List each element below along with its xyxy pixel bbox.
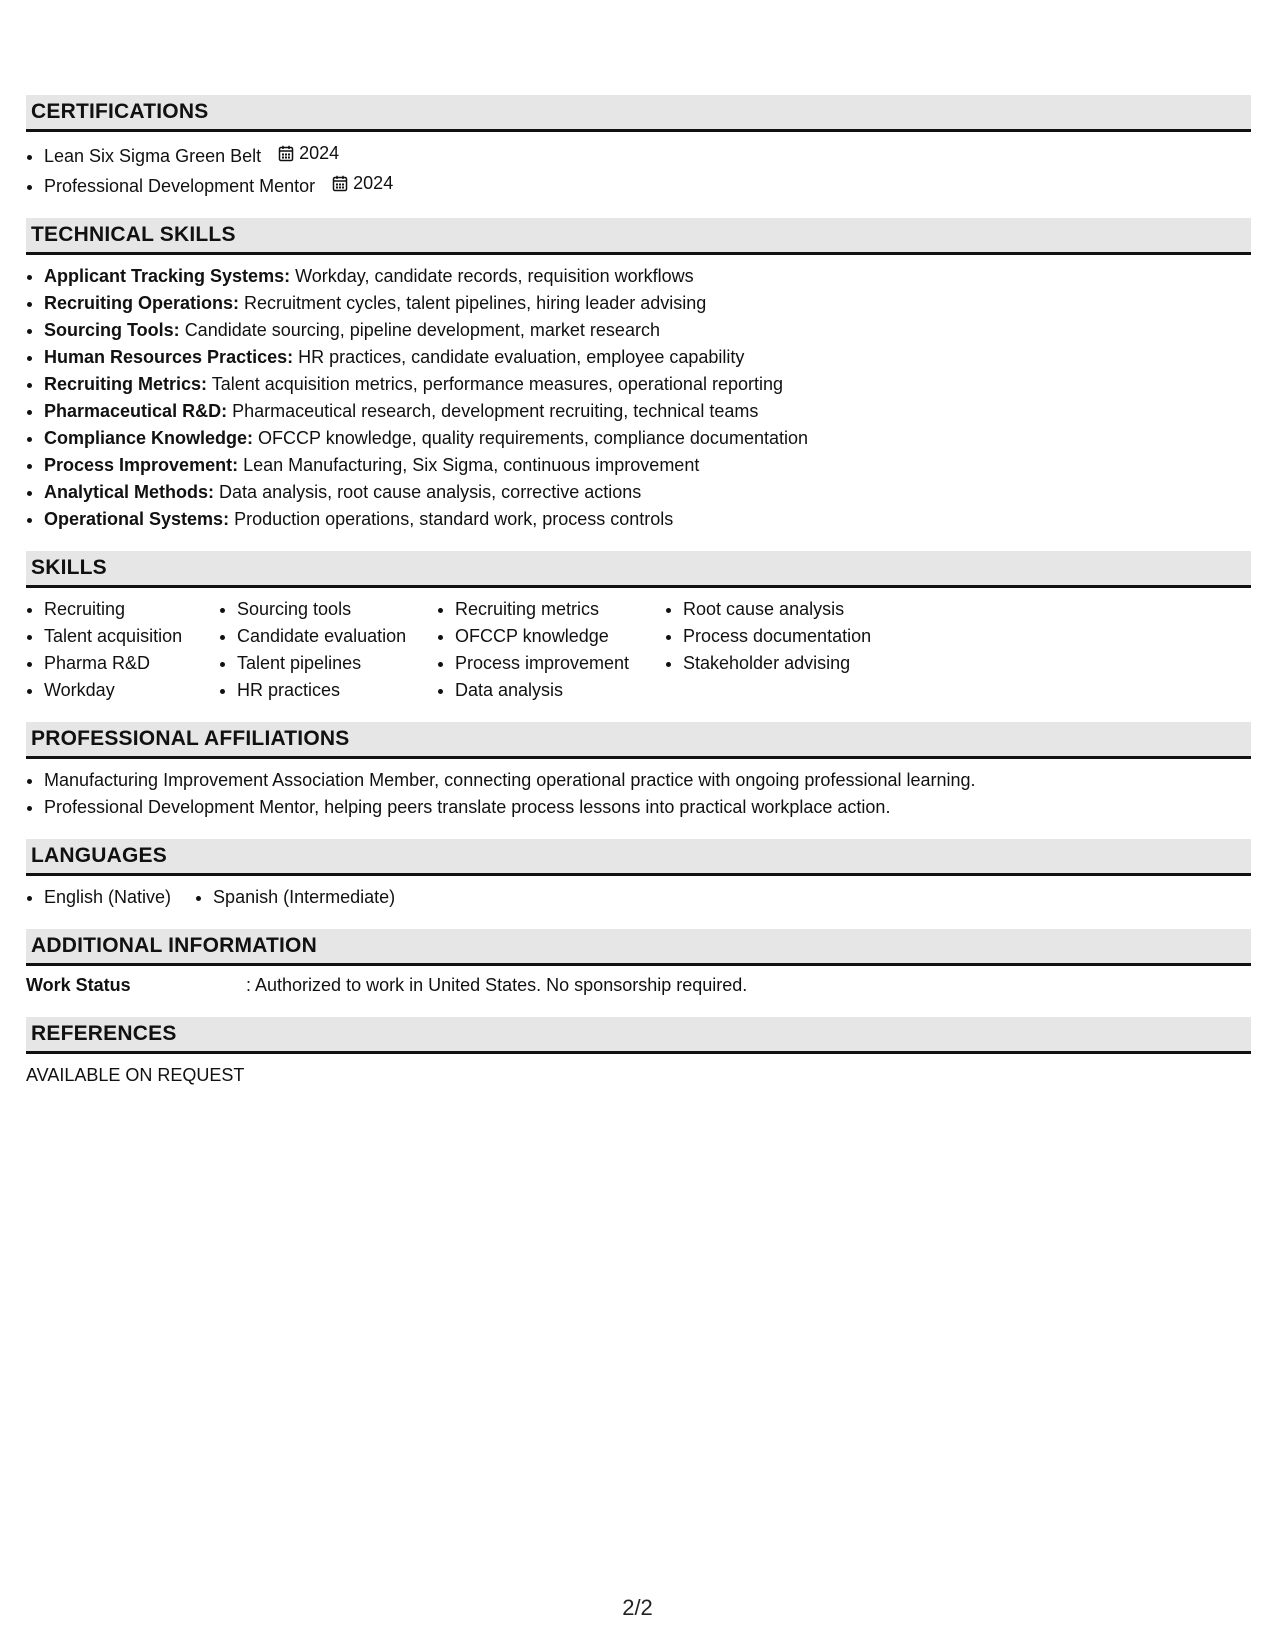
skill-category: Sourcing Tools: — [44, 320, 180, 340]
skill-details: Production operations, standard work, process controls — [234, 509, 674, 529]
skill-category: Applicant Tracking Systems: — [44, 266, 291, 286]
skill-category: Compliance Knowledge: — [44, 428, 254, 448]
calendar-icon — [332, 175, 348, 192]
section-title: ADDITIONAL INFORMATION — [31, 934, 317, 957]
list-item — [44, 506, 1251, 533]
technical-skills-section — [26, 218, 1251, 533]
section-header — [26, 839, 1251, 876]
list-item: • OFCCP knowledge — [455, 623, 665, 650]
list-item — [44, 398, 1251, 425]
section-title: LANGUAGES — [31, 844, 167, 867]
skills-column — [437, 596, 665, 704]
skills-column — [26, 596, 219, 704]
calendar-icon — [278, 145, 294, 162]
list-item: • Recruiting metrics — [455, 596, 665, 623]
list-item: • Professional Development Mentor, helping peers translate process lessons into practical workplace action. — [44, 794, 1251, 821]
certification-name: Professional Development Mentor — [44, 176, 316, 196]
skill-details: Candidate sourcing, pipeline development, market research — [184, 320, 660, 340]
references-text: AVAILABLE ON REQUEST — [26, 1065, 245, 1085]
certification-date — [332, 170, 393, 197]
skill-category: Recruiting Metrics: — [44, 374, 208, 394]
certification-name: Lean Six Sigma Green Belt — [44, 146, 262, 166]
resume-page — [26, 95, 1251, 1107]
list-item: • Manufacturing Improvement Association Member, connecting operational practice with ongoing professional learning. — [44, 767, 1251, 794]
skill-category: Analytical Methods: — [44, 482, 215, 502]
list-item: • Candidate evaluation — [237, 623, 437, 650]
list-item: • Root cause analysis — [683, 596, 943, 623]
skills-column — [665, 596, 943, 704]
page-number: 2/2 — [622, 1595, 653, 1620]
list-item: • Talent pipelines — [237, 650, 437, 677]
skill-category: Process Improvement: — [44, 455, 239, 475]
section-header — [26, 1017, 1251, 1054]
skill-details: Talent acquisition metrics, performance measures, operational reporting — [211, 374, 783, 394]
section-title: CERTIFICATIONS — [31, 100, 209, 123]
section-header — [26, 929, 1251, 966]
skill-category: Pharmaceutical R&D: — [44, 401, 228, 421]
list-item: • Data analysis — [455, 677, 665, 704]
section-header — [26, 551, 1251, 588]
section-title: PROFESSIONAL AFFILIATIONS — [31, 727, 350, 750]
skill-details: Workday, candidate records, requisition workflows — [295, 266, 694, 286]
list-item: • Sourcing tools — [237, 596, 437, 623]
skill-details: HR practices, candidate evaluation, employee capability — [298, 347, 745, 367]
list-item — [44, 170, 1251, 200]
list-item — [44, 317, 1251, 344]
affiliations-section — [26, 722, 1251, 821]
additional-info-section — [26, 929, 1251, 999]
skill-details: Lean Manufacturing, Six Sigma, continuous improvement — [243, 455, 700, 475]
list-item: • Spanish (Intermediate) — [213, 884, 395, 911]
technical-skills-list — [26, 263, 1251, 533]
list-item — [44, 263, 1251, 290]
certifications-list — [26, 140, 1251, 200]
list-item — [44, 371, 1251, 398]
list-item — [44, 425, 1251, 452]
list-item — [44, 140, 1251, 170]
section-header — [26, 95, 1251, 132]
work-status-row — [26, 972, 1251, 999]
list-item — [44, 452, 1251, 479]
skill-details: Pharmaceutical research, development recruiting, technical teams — [232, 401, 759, 421]
list-item: • English (Native) — [44, 884, 171, 911]
skill-details: OFCCP knowledge, quality requirements, compliance documentation — [258, 428, 808, 448]
skills-section — [26, 551, 1251, 704]
affiliations-list — [26, 767, 1251, 821]
skill-category: Recruiting Operations: — [44, 293, 240, 313]
work-status-label: Work Status — [26, 975, 131, 995]
skill-category: Human Resources Practices: — [44, 347, 294, 367]
section-header — [26, 722, 1251, 759]
section-title: SKILLS — [31, 556, 107, 579]
list-item: • Stakeholder advising — [683, 650, 943, 677]
skill-category: Operational Systems: — [44, 509, 230, 529]
list-item: • Recruiting — [44, 596, 219, 623]
list-item: • Talent acquisition — [44, 623, 219, 650]
certification-year: 2024 — [353, 173, 394, 193]
skill-details: Data analysis, root cause analysis, corrective actions — [219, 482, 642, 502]
list-item — [44, 290, 1251, 317]
section-title: TECHNICAL SKILLS — [31, 223, 236, 246]
section-title: REFERENCES — [31, 1022, 177, 1045]
references-section — [26, 1017, 1251, 1089]
list-item — [44, 479, 1251, 506]
certification-year: 2024 — [299, 143, 340, 163]
work-status-value: : Authorized to work in United States. No sponsorship required. — [246, 975, 748, 995]
skill-details: Recruitment cycles, talent pipelines, hiring leader advising — [244, 293, 707, 313]
list-item: • Process documentation — [683, 623, 943, 650]
list-item: • HR practices — [237, 677, 437, 704]
list-item — [44, 344, 1251, 371]
languages-section — [26, 839, 1251, 911]
section-header — [26, 218, 1251, 255]
languages-list — [26, 884, 1251, 911]
skills-column — [219, 596, 437, 704]
list-item: • Workday — [44, 677, 219, 704]
list-item: • Process improvement — [455, 650, 665, 677]
skills-grid — [26, 596, 1251, 704]
list-item: • Pharma R&D — [44, 650, 219, 677]
certifications-section — [26, 95, 1251, 200]
certification-date — [278, 140, 339, 167]
